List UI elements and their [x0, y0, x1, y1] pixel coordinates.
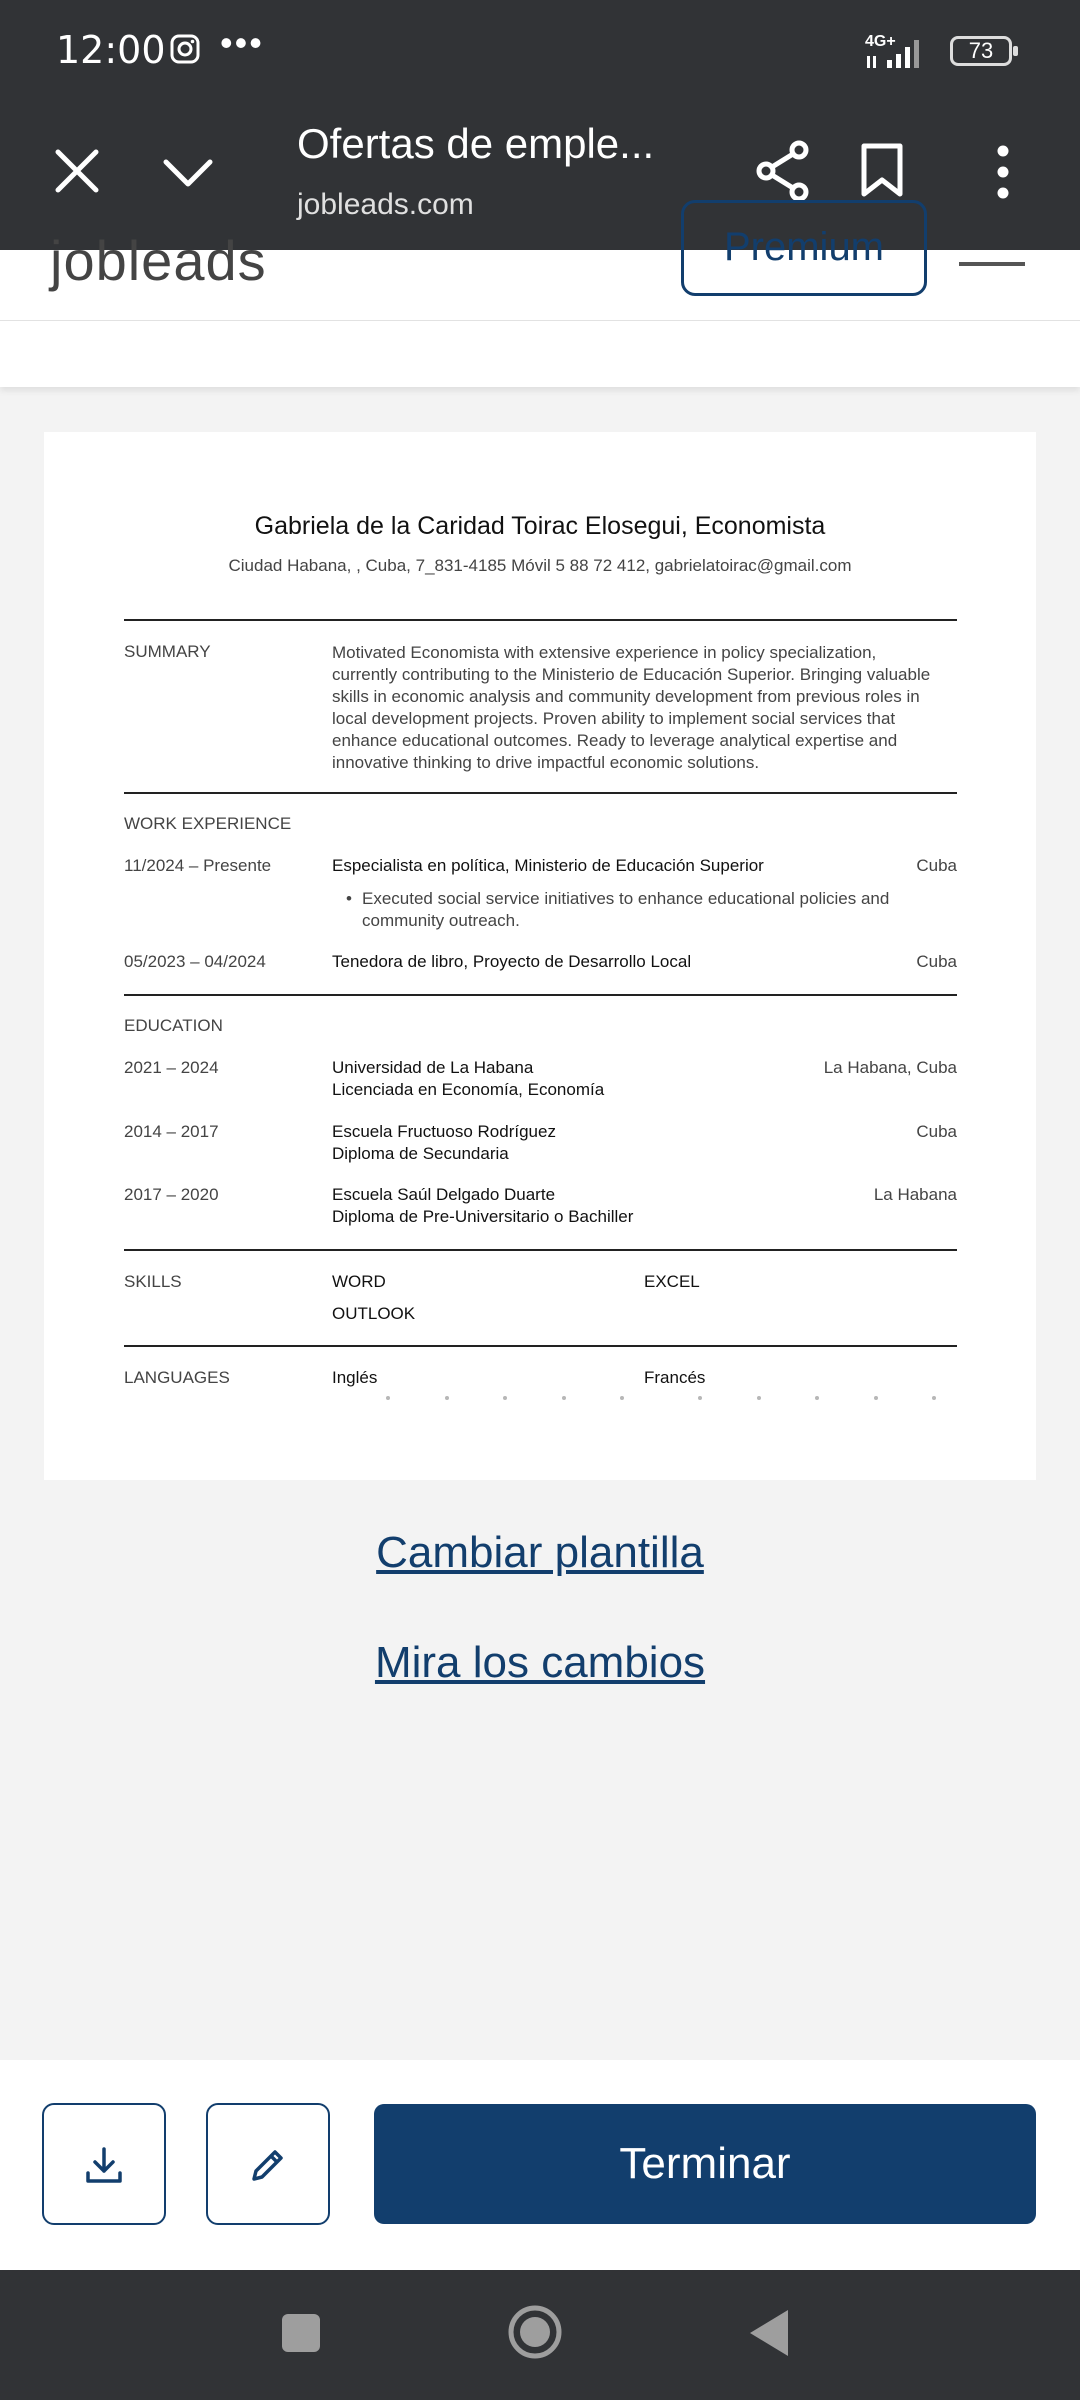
degree-name: Diploma de Secundaria — [332, 1144, 509, 1163]
divider — [124, 1345, 957, 1347]
job-location: Cuba — [916, 856, 957, 875]
summary-label: SUMMARY — [124, 642, 211, 661]
summary-line: local development projects. Proven ability to implement social services that — [332, 709, 896, 728]
instagram-icon — [170, 34, 200, 64]
close-icon[interactable] — [52, 146, 102, 196]
back-icon[interactable] — [748, 2308, 790, 2358]
education-dates: 2021 – 2024 — [124, 1058, 219, 1077]
more-notifications-icon: ••• — [220, 22, 264, 63]
language-level-dot — [386, 1396, 390, 1400]
language-level-dot — [620, 1396, 624, 1400]
language-level-dot — [874, 1396, 878, 1400]
download-button[interactable] — [42, 2103, 166, 2225]
pencil-icon — [248, 2145, 288, 2185]
status-bar — [0, 0, 1080, 100]
language-level-dot — [932, 1396, 936, 1400]
header-subbar — [0, 321, 1080, 387]
education-entry — [332, 1057, 604, 1101]
job-bullet-line: Executed social service initiatives to enhance educational policies and — [362, 889, 890, 908]
language-level-dot — [445, 1396, 449, 1400]
jobleads-logo[interactable]: jobleads — [50, 229, 267, 292]
resume-preview — [44, 432, 1036, 1480]
signal-icon — [865, 30, 935, 70]
battery-indicator — [950, 36, 1012, 66]
home-icon[interactable] — [507, 2304, 563, 2360]
job-title: Especialista en política, Ministerio de Educación Superior — [332, 856, 764, 875]
job-dates: 11/2024 – Presente — [124, 856, 272, 875]
school-name: Universidad de La Habana — [332, 1058, 534, 1077]
share-icon[interactable] — [755, 140, 811, 202]
education-location: La Habana — [873, 1185, 957, 1204]
education-label: EDUCATION — [124, 1016, 223, 1035]
school-name: Escuela Saúl Delgado Duarte — [332, 1185, 556, 1204]
bullet-icon: • — [346, 889, 352, 908]
menu-icon[interactable] — [959, 262, 1025, 266]
resume-name: Gabriela de la Caridad Toirac Elosegui, Economista — [254, 512, 826, 540]
job-dates: 05/2023 – 04/2024 — [124, 952, 266, 971]
premium-button[interactable]: Premium — [681, 200, 927, 296]
work-experience-label: WORK EXPERIENCE — [124, 814, 292, 833]
site-header — [0, 225, 1080, 321]
skills-label: SKILLS — [124, 1272, 182, 1291]
education-location: La Habana, Cuba — [823, 1058, 957, 1077]
resume-contact: Ciudad Habana, , Cuba, 7_831-4185 Móvil 5 88 72 412, gabrielatoirac@gmail.com — [228, 556, 852, 575]
download-icon — [84, 2145, 124, 2185]
language-level-dot — [698, 1396, 702, 1400]
page-url: jobleads.com — [297, 188, 474, 221]
finish-button[interactable]: Terminar — [374, 2104, 1036, 2224]
job-bullet-line: community outreach. — [362, 911, 520, 930]
language-level-dot — [757, 1396, 761, 1400]
view-changes-link[interactable]: Mira los cambios — [374, 1638, 706, 1687]
summary-text — [332, 642, 957, 774]
languages-label: LANGUAGES — [124, 1368, 230, 1387]
education-entry — [332, 1121, 556, 1165]
bookmark-icon[interactable] — [860, 142, 904, 198]
battery-level: 73 — [968, 38, 994, 63]
education-dates: 2014 – 2017 — [124, 1122, 219, 1141]
system-nav-bar — [0, 2270, 1080, 2400]
summary-line: currently contributing to the Ministerio de Educación Superior. Bringing valuable — [332, 665, 931, 684]
school-name: Escuela Fructuoso Rodríguez — [332, 1122, 556, 1141]
page-title: Ofertas de emple... — [297, 120, 655, 167]
language-item: Inglés — [332, 1368, 378, 1387]
skill-item: EXCEL — [644, 1272, 700, 1291]
skill-item: OUTLOOK — [332, 1304, 416, 1323]
education-entry — [332, 1184, 633, 1228]
skill-item: WORD — [332, 1272, 386, 1291]
language-level-dot — [815, 1396, 819, 1400]
change-template-link[interactable]: Cambiar plantilla — [376, 1528, 704, 1577]
summary-line: skills in economic analysis and community development from previous roles in — [332, 687, 920, 706]
summary-line: enhance educational outcomes. Ready to leverage analytical expertise and — [332, 731, 898, 750]
network-type: 4G+ — [865, 33, 896, 50]
job-bullet — [362, 888, 957, 932]
education-location: Cuba — [916, 1122, 957, 1141]
degree-name: Licenciada en Economía, Economía — [332, 1080, 605, 1099]
degree-name: Diploma de Pre-Universitario o Bachiller — [332, 1207, 634, 1226]
recents-icon[interactable] — [280, 2312, 322, 2354]
more-options-icon[interactable] — [989, 144, 1017, 200]
divider — [124, 994, 957, 996]
job-title: Tenedora de libro, Proyecto de Desarrollo Local — [332, 952, 692, 971]
chevron-down-icon[interactable] — [160, 152, 216, 192]
education-dates: 2017 – 2020 — [124, 1185, 219, 1204]
bottom-action-bar — [0, 2060, 1080, 2270]
language-item: Francés — [644, 1368, 706, 1387]
divider — [124, 619, 957, 621]
summary-line: innovative thinking to drive impactful economic solutions. — [332, 753, 760, 772]
divider — [124, 1249, 957, 1251]
edit-button[interactable] — [206, 2103, 330, 2225]
language-level-dot — [503, 1396, 507, 1400]
status-time: 12:00 — [56, 28, 166, 72]
summary-line: Motivated Economista with extensive experience in policy specialization, — [332, 643, 877, 662]
job-location: Cuba — [916, 952, 957, 971]
language-level-dot — [562, 1396, 566, 1400]
divider — [124, 792, 957, 794]
